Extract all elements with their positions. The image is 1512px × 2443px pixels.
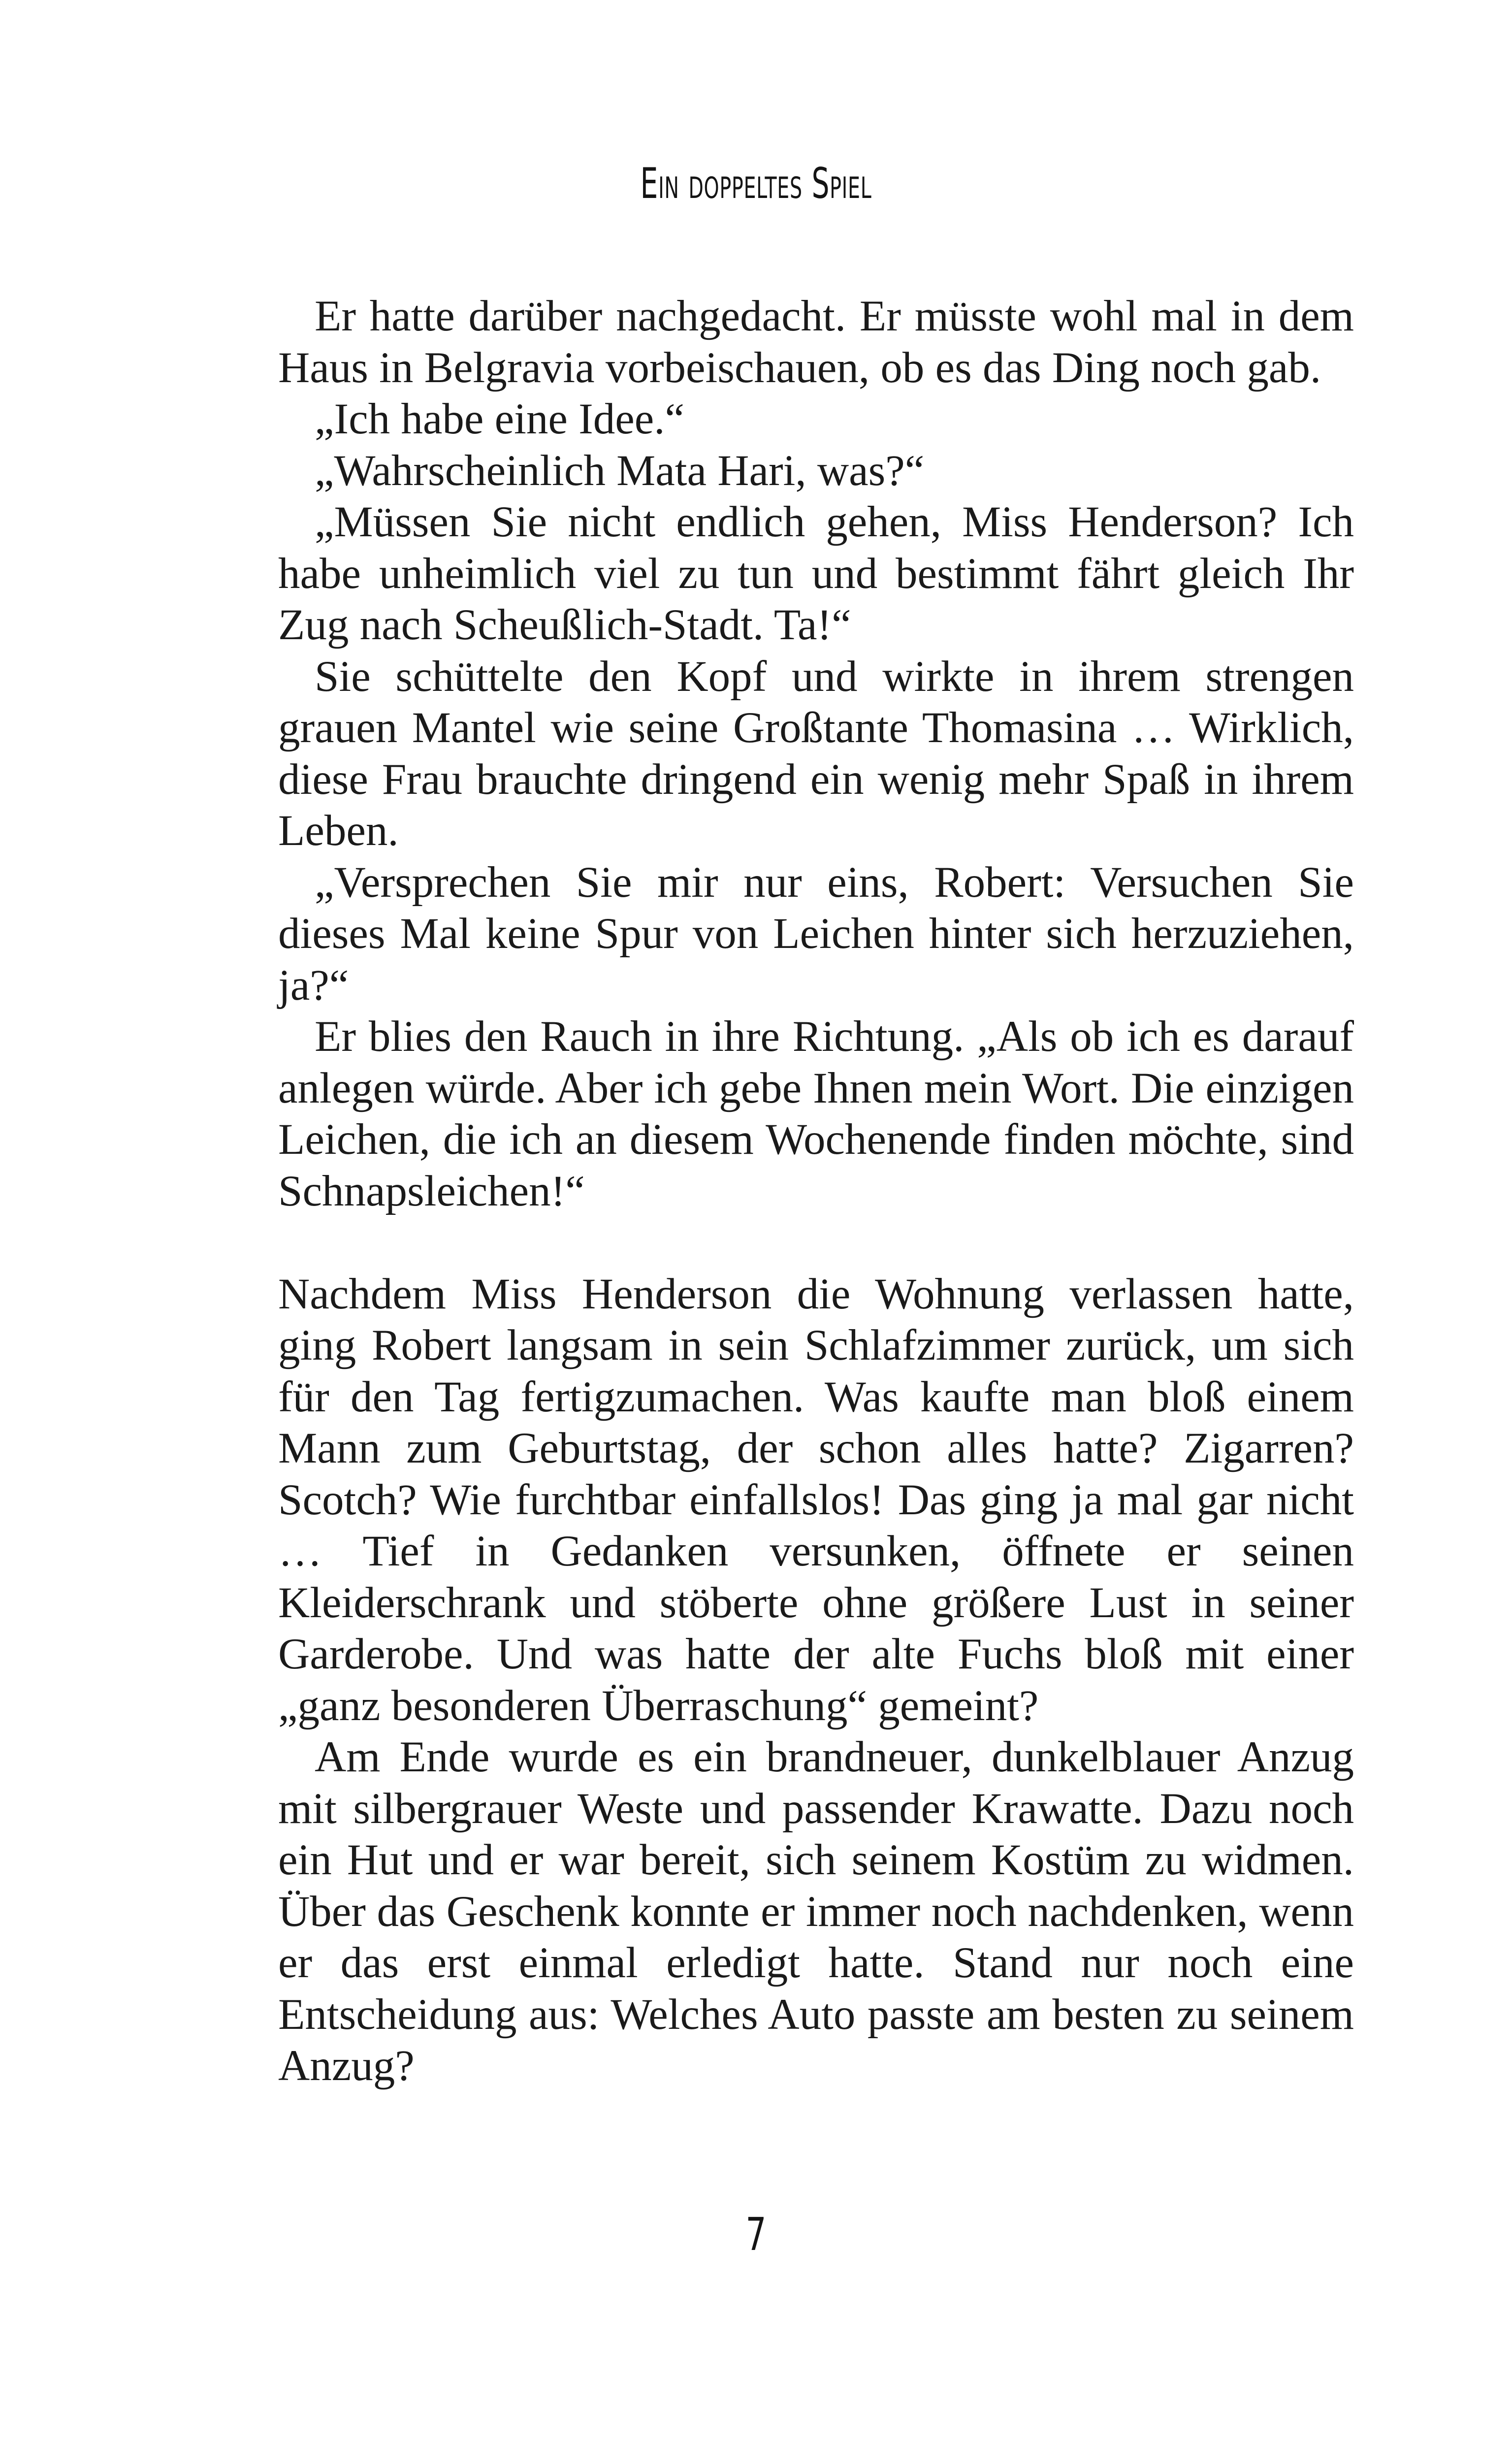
paragraph: Am Ende wurde es ein brandneuer, dunkelblauer Anzug mit silbergrauer Weste und passender Krawatte. Dazu noch ein Hut und er war bereit, sich seinem Kostüm zu widmen. Über das Geschenk konnte er immer noch nachdenken, wenn er das erst einmal erledigt hatte. Stand nur noch eine Entscheidung aus: Welches Auto passte am besten zu seinem Anzug? [278, 1733, 1354, 2090]
body-text [278, 291, 1354, 2092]
paragraph: Er blies den Rauch in ihre Richtung. „Als ob ich es darauf anlegen würde. Aber ich gebe Ihnen mein Wort. Die einzigen Leichen, die ich an diesem Wochenende finden möchte, sind Schnapsleichen!“ [278, 1012, 1354, 1215]
page-number: 7 [745, 2208, 767, 2261]
paragraph: Nachdem Miss Henderson die Wohnung verlassen hatte, ging Robert langsam in sein Schlafzimmer zurück, um sich für den Tag fertigzumachen. Was kaufte man bloß einem Mann zum Geburtstag, der schon alles hatte? Zigarren? Scotch? Wie furchtbar einfallslos! Das ging ja mal gar nicht … Tief in Gedanken versunken, öffnete er seinen Kleiderschrank und stöberte ohne größere Lust in seiner Garderobe. Und was hatte der alte Fuchs bloß mit einer „ganz besonderen Überraschung“ gemeint? [278, 1270, 1354, 1730]
paragraph: „Wahrscheinlich Mata Hari, was?“ [315, 446, 925, 495]
paragraph: „Versprechen Sie mir nur eins, Robert: Versuchen Sie dieses Mal keine Spur von Leichen hinter sich herzuziehen, ja?“ [278, 858, 1354, 1010]
paragraph: „Müssen Sie nicht endlich gehen, Miss Henderson? Ich habe unheimlich viel zu tun und bestimmt fährt gleich Ihr Zug nach Scheußlich-Stadt. Ta!“ [278, 498, 1354, 649]
scene-break [278, 1217, 1354, 1269]
paragraph: Er hatte darüber nachgedacht. Er müsste wohl mal in dem Haus in Belgravia vorbeischauen, ob es das Ding noch gab. [278, 292, 1354, 392]
paragraph: „Ich habe eine Idee.“ [315, 395, 685, 443]
paragraph: Sie schüttelte den Kopf und wirkte in ihrem strengen grauen Mantel wie seine Großtante Thomasina … Wirklich, diese Frau brauchte dringend ein wenig mehr Spaß in ihrem Leben. [278, 652, 1354, 855]
running-head: Ein doppeltes Spiel [640, 159, 872, 208]
